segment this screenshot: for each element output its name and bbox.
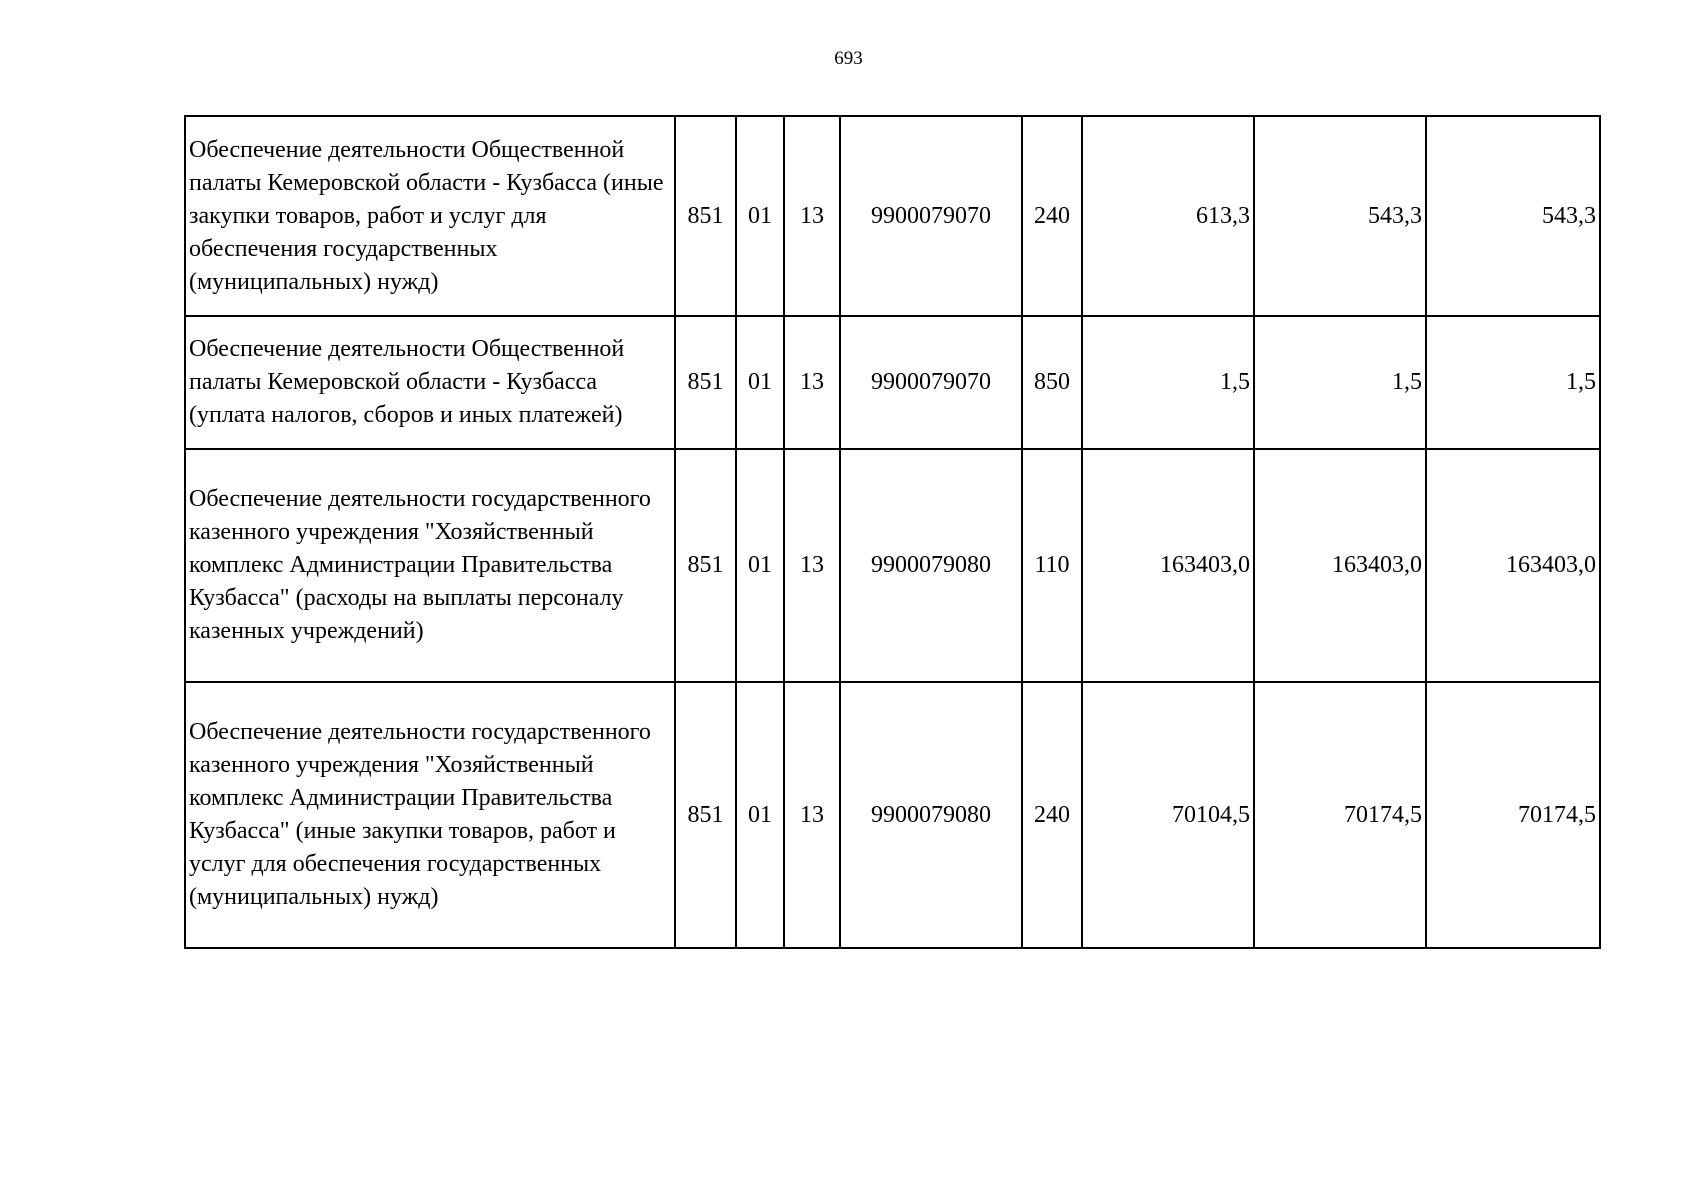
amount-year-3: 70174,5: [1426, 682, 1600, 948]
amount-year-1: 163403,0: [1082, 449, 1254, 682]
section-code: 01: [736, 682, 784, 948]
expense-type-code: 240: [1022, 682, 1082, 948]
table-row: [185, 682, 1600, 948]
page-number: 693: [834, 48, 863, 69]
ministry-code: 851: [675, 316, 736, 449]
amount-year-3: 163403,0: [1426, 449, 1600, 682]
amount-year-3: 1,5: [1426, 316, 1600, 449]
subsection-code: 13: [784, 116, 840, 316]
amount-year-1: 1,5: [1082, 316, 1254, 449]
table-row: [185, 316, 1600, 449]
amount-year-1: 613,3: [1082, 116, 1254, 316]
amount-year-2: 1,5: [1254, 316, 1426, 449]
table-row: [185, 116, 1600, 316]
section-code: 01: [736, 449, 784, 682]
subsection-code: 13: [784, 682, 840, 948]
target-article-code: 9900079080: [840, 449, 1022, 682]
target-article-code: 9900079070: [840, 316, 1022, 449]
expense-type-code: 110: [1022, 449, 1082, 682]
target-article-code: 9900079070: [840, 116, 1022, 316]
row-description: Обеспечение деятельности Общественной палаты Кемеровской области - Кузбасса (иные закупки товаров, работ и услуг для обеспечения государственных (муниципальных) нужд): [185, 116, 675, 316]
amount-year-2: 70174,5: [1254, 682, 1426, 948]
section-code: 01: [736, 116, 784, 316]
amount-year-2: 163403,0: [1254, 449, 1426, 682]
row-description: Обеспечение деятельности государственного казенного учреждения "Хозяйственный комплекс Администрации Правительства Кузбасса" (иные закупки товаров, работ и услуг для обеспечения государственных (муниципальных) нужд): [185, 682, 675, 948]
section-code: 01: [736, 316, 784, 449]
table-row: [185, 449, 1600, 682]
row-description: Обеспечение деятельности Общественной палаты Кемеровской области - Кузбасса (уплата налогов, сборов и иных платежей): [185, 316, 675, 449]
ministry-code: 851: [675, 449, 736, 682]
subsection-code: 13: [784, 449, 840, 682]
target-article-code: 9900079080: [840, 682, 1022, 948]
budget-table: [184, 115, 1601, 949]
subsection-code: 13: [784, 316, 840, 449]
ministry-code: 851: [675, 116, 736, 316]
expense-type-code: 850: [1022, 316, 1082, 449]
ministry-code: 851: [675, 682, 736, 948]
amount-year-3: 543,3: [1426, 116, 1600, 316]
amount-year-2: 543,3: [1254, 116, 1426, 316]
expense-type-code: 240: [1022, 116, 1082, 316]
row-description: Обеспечение деятельности государственного казенного учреждения "Хозяйственный комплекс Администрации Правительства Кузбасса" (расходы на выплаты персоналу казенных учреждений): [185, 449, 675, 682]
amount-year-1: 70104,5: [1082, 682, 1254, 948]
